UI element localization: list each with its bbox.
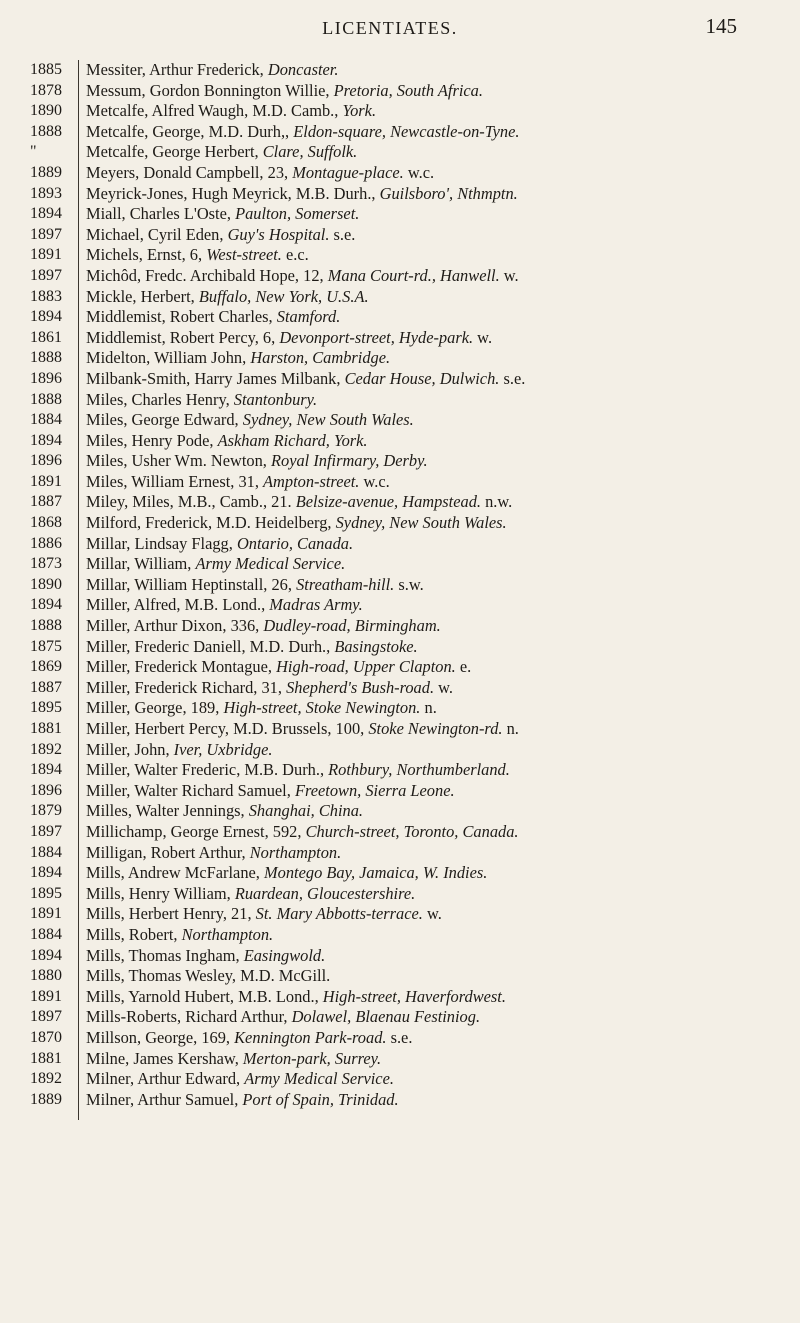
list-item xyxy=(0,142,800,163)
entry-text xyxy=(86,492,512,513)
entry-text xyxy=(86,1007,480,1028)
entry-text xyxy=(86,513,507,534)
list-item xyxy=(0,101,800,122)
entry-text xyxy=(86,554,345,575)
entry-name: Miles, Henry Pode, xyxy=(86,430,218,450)
entry-location: Northampton. xyxy=(249,842,342,862)
entry-location: Askham Richard, York. xyxy=(217,430,368,450)
entry-year: 1891 xyxy=(30,987,62,1005)
list-item xyxy=(0,1069,800,1090)
entry-text xyxy=(86,390,317,411)
entry-text xyxy=(86,142,357,163)
entry-location: Guy's Hospital. xyxy=(227,224,330,244)
entry-year: 1896 xyxy=(30,369,62,387)
entry-year: 1890 xyxy=(30,575,62,593)
entry-name: Miller, Frederic Daniell, M.D. Durh., xyxy=(86,636,335,656)
entry-name: Miles, Charles Henry, xyxy=(86,389,234,409)
licentiate-list xyxy=(0,60,800,1110)
entry-location: Streatham-hill. xyxy=(296,574,395,594)
entry-year: 1893 xyxy=(30,184,62,202)
entry-location: Army Medical Service. xyxy=(244,1069,394,1089)
list-item xyxy=(0,575,800,596)
entry-year: 1895 xyxy=(30,699,62,717)
entry-location: Iver, Uxbridge. xyxy=(173,739,273,759)
entry-text xyxy=(86,328,492,349)
entry-name: Millar, Lindsay Flagg, xyxy=(86,533,237,553)
entry-name: Metcalfe, Alfred Waugh, M.D. Camb., xyxy=(86,101,343,121)
list-item xyxy=(0,616,800,637)
entry-district: n. xyxy=(502,719,519,738)
entry-name: Miall, Charles L'Oste, xyxy=(86,204,236,224)
entry-district: w. xyxy=(434,677,454,697)
list-item xyxy=(0,60,800,81)
entry-year: 1888 xyxy=(30,122,62,140)
list-item xyxy=(0,225,800,246)
entry-location: West-street. xyxy=(206,245,282,265)
entry-text xyxy=(86,1090,399,1111)
entry-name: Miller, Alfred, M.B. Lond., xyxy=(86,595,270,615)
entry-year: 1891 xyxy=(30,246,62,264)
list-item xyxy=(0,1090,800,1111)
entry-name: Miller, Arthur Dixon, 336, xyxy=(86,616,264,636)
entry-text xyxy=(86,760,510,781)
list-item xyxy=(0,863,800,884)
entry-location: Montague-place. xyxy=(292,162,404,182)
entry-name: Meyrick-Jones, Hugh Meyrick, M.B. Durh., xyxy=(86,183,380,203)
entry-year: 1881 xyxy=(30,720,62,737)
entry-district: s.e. xyxy=(499,368,526,388)
entry-location: Madras Army. xyxy=(269,595,363,615)
entry-year: 1894 xyxy=(30,761,62,779)
list-item xyxy=(0,163,800,184)
entry-name: Meyers, Donald Campbell, 23, xyxy=(86,162,293,182)
entry-location: High-street, Haverfordwest. xyxy=(322,986,506,1006)
entry-name: Milner, Arthur Edward, xyxy=(86,1069,245,1089)
entry-text xyxy=(86,1028,412,1049)
entry-year: 1892 xyxy=(30,740,62,758)
entry-year: 1894 xyxy=(30,205,62,223)
entry-text xyxy=(86,266,519,287)
entry-location: Devonport-street, Hyde-park. xyxy=(279,327,474,347)
list-item xyxy=(0,472,800,493)
entry-text xyxy=(86,1049,381,1070)
list-item xyxy=(0,987,800,1008)
entry-year: 1879 xyxy=(30,802,62,820)
entry-year: 1896 xyxy=(30,452,62,470)
list-item xyxy=(0,595,800,616)
list-item xyxy=(0,657,800,678)
entry-text xyxy=(86,101,376,122)
entry-name: Mills, Andrew McFarlane, xyxy=(86,863,264,883)
list-item xyxy=(0,698,800,719)
entry-text xyxy=(86,863,487,884)
entry-location: High-street, Stoke Newington. xyxy=(223,698,421,718)
entry-name: Mills, Yarnold Hubert, M.B. Lond., xyxy=(86,986,323,1006)
entry-text xyxy=(86,245,309,266)
entry-year: 1883 xyxy=(30,287,62,305)
entry-year: 1891 xyxy=(30,905,62,923)
entry-district: s.w. xyxy=(394,574,424,594)
entry-year: 1878 xyxy=(30,81,62,99)
entry-location: Eldon-square, Newcastle-on-Tyne. xyxy=(293,121,520,141)
entry-text xyxy=(86,843,341,864)
entry-year: 1884 xyxy=(30,411,62,429)
entry-name: Miles, George Edward, xyxy=(86,410,243,430)
entry-text xyxy=(86,163,434,184)
entry-text xyxy=(86,987,506,1008)
entry-location: Freetown, Sierra Leone. xyxy=(294,780,455,800)
entry-year: 1890 xyxy=(30,102,62,120)
entry-text xyxy=(86,595,363,616)
entry-text xyxy=(86,184,518,205)
entry-text xyxy=(86,1069,394,1090)
entry-name: Miley, Miles, M.B., Camb., 21. xyxy=(86,492,296,512)
entry-year: 1894 xyxy=(30,946,62,964)
list-item xyxy=(0,843,800,864)
list-item xyxy=(0,678,800,699)
list-item xyxy=(0,122,800,143)
entry-text xyxy=(86,801,363,822)
entry-text xyxy=(86,81,483,102)
entry-location: Rothbury, Northumberland. xyxy=(328,760,510,780)
entry-location: Stantonbury. xyxy=(233,389,318,409)
entry-location: Easingwold. xyxy=(243,945,326,965)
list-item xyxy=(0,410,800,431)
entry-text xyxy=(86,451,428,472)
entry-name: Messiter, Arthur Frederick, xyxy=(86,60,268,79)
list-item xyxy=(0,884,800,905)
entry-name: Millichamp, George Ernest, 592, xyxy=(86,821,306,841)
entry-location: St. Mary Abbotts-terrace. xyxy=(255,904,423,924)
list-item xyxy=(0,822,800,843)
entry-name: Messum, Gordon Bonnington Willie, xyxy=(86,80,334,100)
entry-location: Northampton. xyxy=(181,924,274,944)
entry-name: Mills, Henry William, xyxy=(86,883,235,903)
entry-location: Kennington Park-road. xyxy=(234,1027,387,1047)
entry-location: Dolawel, Blaenau Festiniog. xyxy=(291,1007,481,1027)
entry-location: Stoke Newington-rd. xyxy=(368,719,503,738)
entry-location: Pretoria, South Africa. xyxy=(333,80,483,100)
list-item xyxy=(0,637,800,658)
entry-year: " xyxy=(30,143,37,161)
entry-district: w. xyxy=(422,904,442,924)
list-item xyxy=(0,740,800,761)
list-item xyxy=(0,307,800,328)
list-item xyxy=(0,451,800,472)
list-item xyxy=(0,760,800,781)
list-item xyxy=(0,966,800,987)
entry-text xyxy=(86,534,353,555)
entry-year: 1897 xyxy=(30,266,62,284)
list-item xyxy=(0,245,800,266)
entry-location: Dudley-road, Birmingham. xyxy=(263,616,441,636)
entry-name: Michôd, Fredc. Archibald Hope, 12, xyxy=(86,265,328,285)
entry-location: Shanghai, China. xyxy=(248,801,364,821)
entry-location: Royal Infirmary, Derby. xyxy=(270,451,428,471)
entry-location: Basingstoke. xyxy=(334,636,418,656)
entry-text xyxy=(86,60,338,81)
list-item xyxy=(0,348,800,369)
list-item xyxy=(0,266,800,287)
entry-location: Church-street, Toronto, Canada. xyxy=(305,821,519,841)
entry-text xyxy=(86,204,359,225)
entry-text xyxy=(86,575,424,596)
entry-district: e. xyxy=(455,657,472,677)
entry-location: Sydney, New South Wales. xyxy=(242,410,414,430)
entry-text xyxy=(86,781,455,802)
entry-year: 1897 xyxy=(30,822,62,840)
entry-year: 1885 xyxy=(30,61,62,78)
list-item xyxy=(0,719,800,740)
list-item xyxy=(0,204,800,225)
entry-location: Shepherd's Bush-road. xyxy=(286,677,435,697)
entry-name: Midelton, William John, xyxy=(86,348,251,368)
entry-year: 1897 xyxy=(30,225,62,243)
entry-text xyxy=(86,904,442,925)
list-item xyxy=(0,904,800,925)
entry-text xyxy=(86,657,471,678)
entry-district: w. xyxy=(499,265,519,285)
entry-location: Belsize-avenue, Hampstead. xyxy=(295,492,482,512)
entry-year: 1884 xyxy=(30,843,62,861)
entry-text xyxy=(86,472,390,493)
entry-text xyxy=(86,369,525,390)
entry-district: w.c. xyxy=(403,162,435,182)
entry-text xyxy=(86,348,390,369)
entry-name: Miles, Usher Wm. Newton, xyxy=(86,451,271,471)
entry-name: Metcalfe, George, M.D. Durh,, xyxy=(86,121,294,141)
entry-name: Miller, John, xyxy=(86,739,174,759)
entry-text xyxy=(86,122,520,143)
entry-location: Stamford. xyxy=(276,307,341,327)
entry-name: Miles, William Ernest, 31, xyxy=(86,471,264,491)
entry-location: Ruardean, Gloucestershire. xyxy=(234,883,416,903)
entry-year: 1896 xyxy=(30,781,62,799)
entry-year: 1868 xyxy=(30,514,62,532)
entry-district: n. xyxy=(420,698,437,718)
entry-year: 1881 xyxy=(30,1049,62,1067)
entry-location: Merton-park, Surrey. xyxy=(242,1048,382,1068)
entry-text xyxy=(86,925,273,946)
entry-name: Mills-Roberts, Richard Arthur, xyxy=(86,1007,292,1027)
entry-year: 1884 xyxy=(30,925,62,943)
list-item xyxy=(0,1007,800,1028)
entry-name: Milford, Frederick, M.D. Heidelberg, xyxy=(86,513,336,533)
entry-location: Clare, Suffolk. xyxy=(262,142,358,162)
entry-location: Guilsboro', Nthmptn. xyxy=(379,183,518,203)
entry-name: Metcalfe, George Herbert, xyxy=(86,142,263,162)
entry-location: Cedar House, Dulwich. xyxy=(344,368,500,388)
entry-district: s.e. xyxy=(329,224,356,244)
entry-location: York. xyxy=(342,101,377,121)
list-item xyxy=(0,369,800,390)
entry-district: n.w. xyxy=(481,492,513,512)
list-item xyxy=(0,801,800,822)
entry-name: Michael, Cyril Eden, xyxy=(86,224,228,244)
entry-text xyxy=(86,225,355,246)
entry-name: Milligan, Robert Arthur, xyxy=(86,842,250,862)
list-item xyxy=(0,1028,800,1049)
entry-name: Mills, Robert, xyxy=(86,924,182,944)
entry-text xyxy=(86,307,340,328)
entry-name: Millson, George, 169, xyxy=(86,1027,235,1047)
entry-text xyxy=(86,966,330,987)
entry-location: Ampton-street. xyxy=(263,471,360,491)
entry-text xyxy=(86,287,369,308)
entry-year: 1894 xyxy=(30,431,62,449)
entry-text xyxy=(86,410,414,431)
entry-location: Buffalo, New York, U.S.A. xyxy=(198,286,369,306)
list-item xyxy=(0,1049,800,1070)
entry-name: Michels, Ernst, 6, xyxy=(86,245,207,265)
entry-location: Montego Bay, Jamaica, W. Indies. xyxy=(264,863,488,883)
entry-text xyxy=(86,637,418,658)
entry-text xyxy=(86,616,441,637)
entry-year: 1894 xyxy=(30,596,62,614)
entry-year: 1892 xyxy=(30,1070,62,1088)
entry-name: Milles, Walter Jennings, xyxy=(86,801,249,821)
entry-location: Doncaster. xyxy=(267,60,339,79)
entry-year: 1880 xyxy=(30,967,62,985)
entry-location: Army Medical Service. xyxy=(195,554,346,574)
entry-year: 1870 xyxy=(30,1028,62,1046)
entry-year: 1894 xyxy=(30,864,62,882)
entry-year: 1889 xyxy=(30,163,62,181)
list-item xyxy=(0,328,800,349)
entry-year: 1888 xyxy=(30,349,62,367)
entry-year: 1875 xyxy=(30,637,62,655)
entry-name: Milner, Arthur Samuel, xyxy=(86,1089,243,1109)
entry-text xyxy=(86,719,519,740)
entry-year: 1861 xyxy=(30,328,62,346)
entry-location: Harston, Cambridge. xyxy=(250,348,391,368)
entry-year: 1869 xyxy=(30,658,62,676)
entry-name: Middlemist, Robert Charles, xyxy=(86,307,277,327)
list-item xyxy=(0,81,800,102)
entry-name: Millar, William, xyxy=(86,554,196,574)
entry-text xyxy=(86,740,272,761)
entry-text xyxy=(86,822,519,843)
entry-text xyxy=(86,698,437,719)
entry-text xyxy=(86,678,453,699)
entry-text xyxy=(86,884,415,905)
entry-location: Port of Spain, Trinidad. xyxy=(242,1089,399,1109)
page-number: 145 xyxy=(705,14,737,38)
entry-name: Mills, Thomas Wesley, M.D. McGill. xyxy=(86,966,331,986)
list-item xyxy=(0,554,800,575)
list-item xyxy=(0,492,800,513)
entry-district: w.c. xyxy=(359,471,390,491)
list-item xyxy=(0,287,800,308)
entry-location: High-road, Upper Clapton. xyxy=(276,657,456,677)
list-item xyxy=(0,390,800,411)
entry-name: Millar, William Heptinstall, 26, xyxy=(86,574,297,594)
entry-year: 1889 xyxy=(30,1090,62,1108)
entry-year: 1873 xyxy=(30,555,62,573)
entry-text xyxy=(86,946,325,967)
list-item xyxy=(0,946,800,967)
entry-name: Miller, Walter Richard Samuel, xyxy=(86,780,295,800)
entry-year: 1894 xyxy=(30,308,62,326)
entry-name: Mickle, Herbert, xyxy=(86,286,199,306)
page-header-title: LICENTIATES. xyxy=(322,18,458,38)
entry-text xyxy=(86,431,368,452)
entry-district: s.e. xyxy=(386,1027,413,1047)
list-item xyxy=(0,513,800,534)
entry-year: 1888 xyxy=(30,617,62,635)
entry-location: Mana Court-rd., Hanwell. xyxy=(327,265,500,285)
entry-name: Miller, Walter Frederic, M.B. Durh., xyxy=(86,760,329,780)
entry-year: 1897 xyxy=(30,1008,62,1026)
entry-year: 1887 xyxy=(30,678,62,696)
entry-district: w. xyxy=(473,327,493,347)
entry-name: Miller, Frederick Montague, xyxy=(86,657,277,677)
entry-year: 1895 xyxy=(30,884,62,902)
entry-year: 1886 xyxy=(30,534,62,552)
entry-year: 1887 xyxy=(30,493,62,511)
entry-location: Sydney, New South Wales. xyxy=(335,513,507,533)
list-item xyxy=(0,534,800,555)
entry-name: Miller, Herbert Percy, M.D. Brussels, 100, xyxy=(86,719,369,738)
entry-location: Paulton, Somerset. xyxy=(235,204,360,224)
entry-name: Mills, Herbert Henry, 21, xyxy=(86,904,256,924)
list-item xyxy=(0,184,800,205)
entry-name: Mills, Thomas Ingham, xyxy=(86,945,244,965)
entry-year: 1888 xyxy=(30,390,62,408)
entry-location: Ontario, Canada. xyxy=(236,533,354,553)
entry-district: e.c. xyxy=(281,245,309,265)
entry-name: Milbank-Smith, Harry James Milbank, xyxy=(86,368,345,388)
entry-name: Miller, Frederick Richard, 31, xyxy=(86,677,287,697)
list-item xyxy=(0,781,800,802)
entry-name: Middlemist, Robert Percy, 6, xyxy=(86,327,280,347)
entry-name: Miller, George, 189, xyxy=(86,698,224,718)
list-item xyxy=(0,925,800,946)
entry-year: 1891 xyxy=(30,472,62,490)
entry-name: Milne, James Kershaw, xyxy=(86,1048,243,1068)
list-item xyxy=(0,431,800,452)
